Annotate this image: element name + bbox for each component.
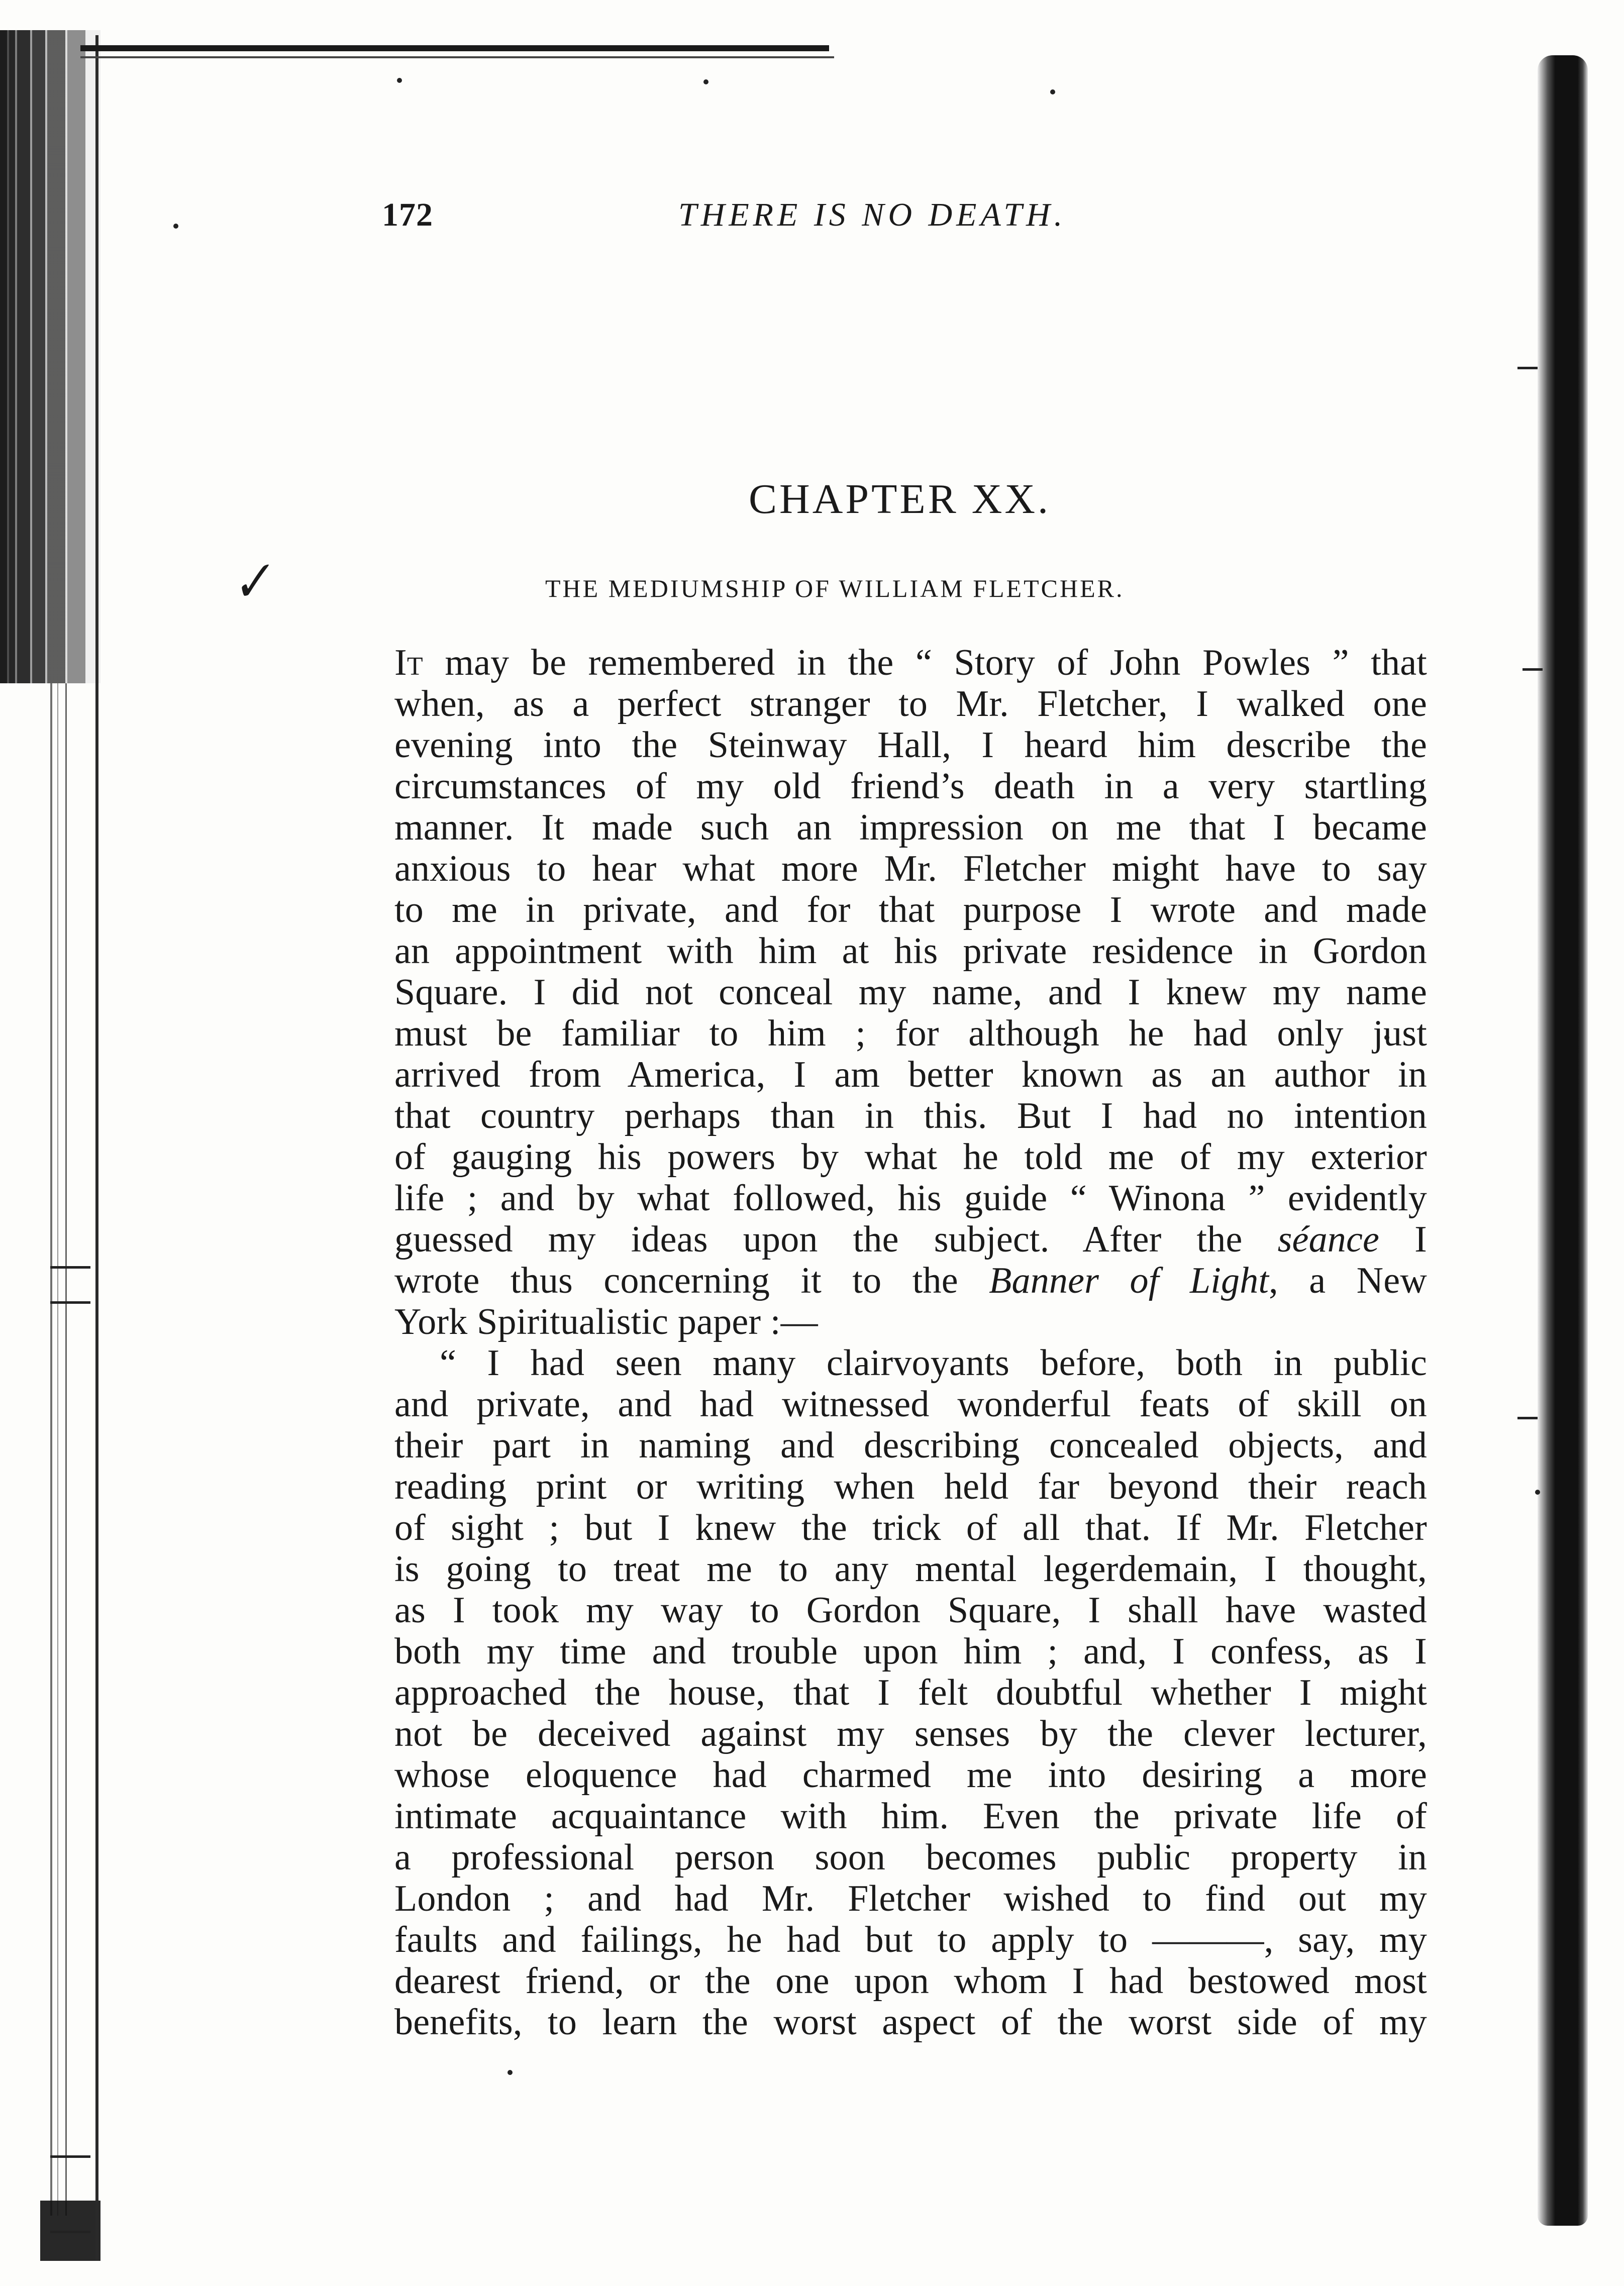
page-edge-left xyxy=(95,35,98,2261)
edge-tick xyxy=(50,2231,90,2233)
edge-tick xyxy=(50,1266,90,1269)
edge-tick xyxy=(1522,668,1543,671)
text-line: London ; and had Mr. Fletcher wished to find out my xyxy=(394,1878,1427,1919)
binding-shadow-lower xyxy=(50,683,85,2216)
print-speck xyxy=(173,224,178,229)
text-line: of sight ; but I knew the trick of all that. If Mr. Fletcher xyxy=(394,1507,1427,1548)
print-speck xyxy=(703,79,708,84)
chapter-heading: CHAPTER XX. xyxy=(749,476,1051,523)
text-line: both my time and trouble upon him ; and, I confess, as I xyxy=(394,1631,1427,1672)
text-line: approached the house, that I felt doubtful whether I might xyxy=(394,1672,1427,1713)
text-line: York Spiritualistic paper :— xyxy=(394,1301,818,1342)
running-head xyxy=(382,196,1186,241)
edge-tick xyxy=(50,2155,90,2158)
text-line: circumstances of my old friend’s death in a very startling xyxy=(394,766,1427,807)
text-line: as I took my way to Gordon Square, I shall have wasted xyxy=(394,1590,1427,1631)
text-line: must be familiar to him ; for although he had only just xyxy=(394,1013,1427,1054)
top-rule-thin xyxy=(80,56,834,58)
text-line: guessed my ideas upon the subject. After the séance I xyxy=(394,1219,1427,1260)
running-title: THERE IS NO DEATH. xyxy=(678,196,1067,233)
top-rule xyxy=(80,45,829,51)
text-line: manner. It made such an impression on me that I became xyxy=(394,807,1427,848)
text-line: It may be remembered in the “ Story of John Powles ” that xyxy=(394,642,1427,683)
text-line: a professional person soon becomes public property in xyxy=(394,1837,1427,1878)
text-line: whose eloquence had charmed me into desiring a more xyxy=(394,1754,1427,1796)
text-line: to me in private, and for that purpose I wrote and made xyxy=(394,889,1427,930)
text-line: “ I had seen many clairvoyants before, both in public xyxy=(440,1342,1427,1384)
text-line: of gauging his powers by what he told me of my exterior xyxy=(394,1136,1427,1178)
binding-shadow xyxy=(0,30,100,683)
print-speck xyxy=(1050,89,1055,94)
text-line: life ; and by what followed, his guide “ Winona ” evidently xyxy=(394,1178,1427,1219)
print-speck xyxy=(1535,1490,1540,1495)
text-line: dearest friend, or the one upon whom I had bestowed most xyxy=(394,1960,1427,2002)
text-line: evening into the Steinway Hall, I heard him describe the xyxy=(394,724,1427,766)
text-line: that country perhaps than in this. But I had no intention xyxy=(394,1095,1427,1136)
text-line: an appointment with him at his private residence in Gordon xyxy=(394,930,1427,972)
print-speck xyxy=(397,78,402,83)
text-line: wrote thus concerning it to the Banner of Light, a New xyxy=(394,1260,1427,1301)
text-line: Square. I did not conceal my name, and I knew my name xyxy=(394,972,1427,1013)
text-line: and private, and had witnessed wonderful feats of skill on xyxy=(394,1384,1427,1425)
body-text xyxy=(394,642,1427,2043)
text-line: faults and failings, he had but to apply to ———, say, my xyxy=(394,1919,1427,1960)
chapter-subtitle: THE MEDIUMSHIP OF WILLIAM FLETCHER. xyxy=(545,574,1125,602)
italic-phrase: séance xyxy=(1277,1219,1380,1260)
text-line: reading print or writing when held far beyond their reach xyxy=(394,1466,1427,1507)
print-speck xyxy=(508,2070,513,2075)
edge-tick xyxy=(50,1301,90,1304)
text-line: intimate acquaintance with him. Even the private life of xyxy=(394,1796,1427,1837)
text-line: when, as a perfect stranger to Mr. Fletcher, I walked one xyxy=(394,683,1427,724)
italic-phrase: Banner of Light xyxy=(989,1260,1269,1301)
page-edge-right xyxy=(1538,55,1588,2226)
check-mark-annotation: ✓ xyxy=(225,549,277,615)
page-number: 172 xyxy=(382,196,433,233)
edge-tick xyxy=(1517,367,1538,369)
opening-word: It xyxy=(394,642,423,683)
text-line: benefits, to learn the worst aspect of the worst side of my xyxy=(394,2002,1427,2043)
text-line: not be deceived against my senses by the clever lecturer, xyxy=(394,1713,1427,1754)
text-line: their part in naming and describing concealed objects, and xyxy=(394,1425,1427,1466)
text-line: arrived from America, I am better known as an author in xyxy=(394,1054,1427,1095)
text-line: is going to treat me to any mental legerdemain, I thought, xyxy=(394,1548,1427,1590)
edge-tick xyxy=(1517,1417,1538,1419)
text-line: anxious to hear what more Mr. Fletcher might have to say xyxy=(394,848,1427,889)
